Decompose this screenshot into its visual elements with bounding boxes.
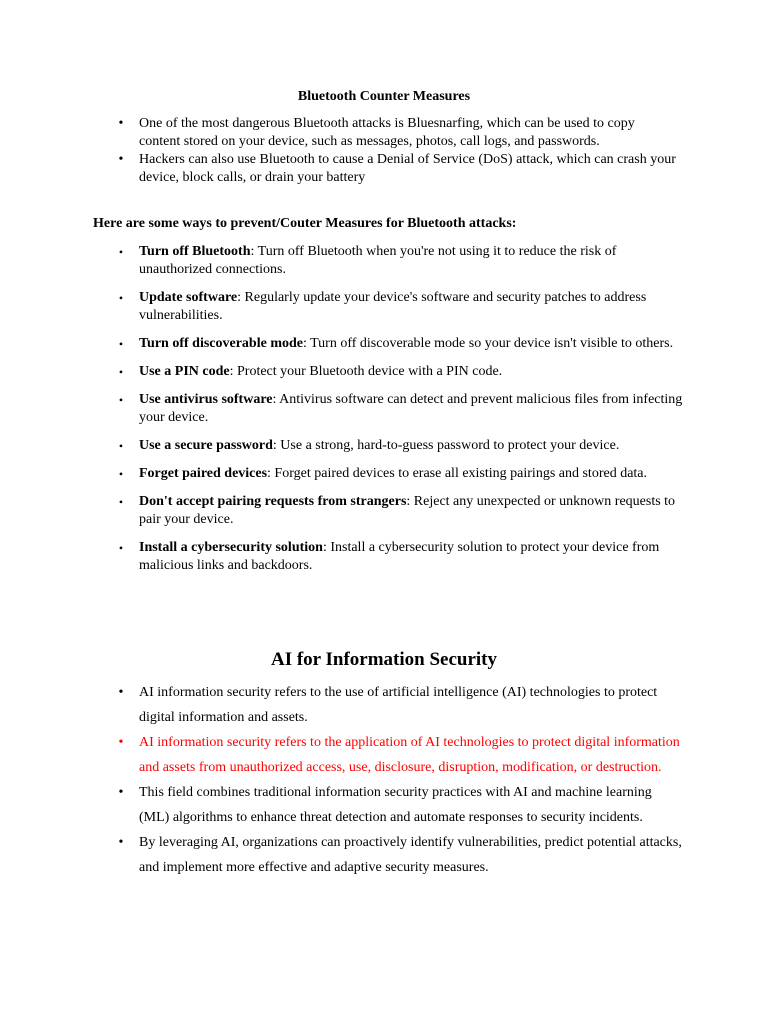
bullet-icon: • — [118, 152, 124, 167]
list-item-text: AI information security refers to the application of AI technologies to protect digital information and assets from unauthorized access, use, disclosure, disruption, modification, or destruction. — [139, 735, 680, 775]
list-item-text: This field combines traditional information security practices with AI and machine learning (ML) algorithms to enhance threat detection and automate responses to security incidents. — [139, 785, 652, 825]
item-description: : Reject any unexpected or unknown requests to pair your device. — [139, 494, 676, 527]
item-term: Forget paired devices — [139, 466, 268, 481]
item-description: : Turn off discoverable mode so your device isn't visible to others. — [302, 336, 674, 351]
item-term: Use antivirus software — [139, 392, 273, 407]
list-item — [118, 391, 684, 427]
item-description: : Protect your Bluetooth device with a PIN code. — [229, 364, 503, 379]
list-item — [118, 243, 684, 279]
list-item — [118, 830, 684, 880]
section-title-bluetooth: Bluetooth Counter Measures — [297, 89, 471, 104]
bullet-icon: • — [118, 735, 124, 750]
bullet-icon: • — [118, 365, 124, 379]
bullet-icon: • — [118, 685, 124, 700]
list-item — [118, 539, 684, 575]
bluetooth-attacks-list — [118, 115, 679, 187]
list-item-text: By leveraging AI, organizations can proactively identify vulnerabilities, predict potential attacks, and implement more effective and adaptive security measures. — [139, 835, 682, 875]
item-description: : Install a cybersecurity solution to protect your device from malicious links and backdoors. — [139, 540, 660, 573]
list-item-text: Hackers can also use Bluetooth to cause a Denial of Service (DoS) attack, which can crash your device, block calls, or drain your battery — [139, 152, 676, 185]
item-term: Don't accept pairing requests from strangers — [139, 494, 407, 509]
list-item — [118, 363, 684, 381]
item-description: : Antivirus software can detect and prevent malicious files from infecting your device. — [139, 392, 683, 425]
ai-security-list — [118, 680, 684, 880]
bullet-icon: • — [118, 439, 124, 453]
item-term: Turn off discoverable mode — [139, 336, 303, 351]
countermeasures-heading: Here are some ways to prevent/Couter Measures for Bluetooth attacks: — [93, 216, 517, 231]
list-item — [118, 680, 684, 730]
list-item — [118, 493, 684, 529]
bullet-icon: • — [118, 785, 124, 800]
item-description: : Turn off Bluetooth when you're not using it to reduce the risk of unauthorized connections. — [139, 244, 617, 277]
item-term: Update software — [139, 290, 238, 305]
bullet-icon: • — [118, 541, 124, 555]
item-description: : Use a strong, hard-to-guess password to protect your device. — [272, 438, 620, 453]
bullet-icon: • — [118, 116, 124, 131]
list-item-text: AI information security refers to the use of artificial intelligence (AI) technologies to protect digital information and assets. — [139, 685, 658, 725]
list-item — [118, 151, 679, 187]
list-item — [118, 780, 684, 830]
bullet-icon: • — [118, 467, 124, 481]
bullet-icon: • — [118, 393, 124, 407]
bullet-icon: • — [118, 245, 124, 259]
item-term: Use a PIN code — [139, 364, 230, 379]
item-term: Install a cybersecurity solution — [139, 540, 323, 555]
bullet-icon: • — [118, 835, 124, 850]
bullet-icon: • — [118, 291, 124, 305]
countermeasures-list — [118, 243, 684, 585]
bullet-icon: • — [118, 495, 124, 509]
list-item — [118, 289, 684, 325]
item-term: Use a secure password — [139, 438, 273, 453]
item-description: : Forget paired devices to erase all existing pairings and stored data. — [267, 466, 648, 481]
bullet-icon: • — [118, 337, 124, 351]
list-item — [118, 115, 679, 151]
list-item — [118, 465, 684, 483]
list-item-text: One of the most dangerous Bluetooth attacks is Bluesnarfing, which can be used to copy content stored on your device, such as messages, photos, call logs, and passwords. — [139, 116, 635, 149]
list-item — [118, 335, 684, 353]
item-term: Turn off Bluetooth — [139, 244, 251, 259]
list-item-highlighted — [118, 730, 684, 780]
section-title-ai-security: AI for Information Security — [270, 649, 498, 670]
list-item — [118, 437, 684, 455]
item-description: : Regularly update your device's software and security patches to address vulnerabilities. — [139, 290, 647, 323]
